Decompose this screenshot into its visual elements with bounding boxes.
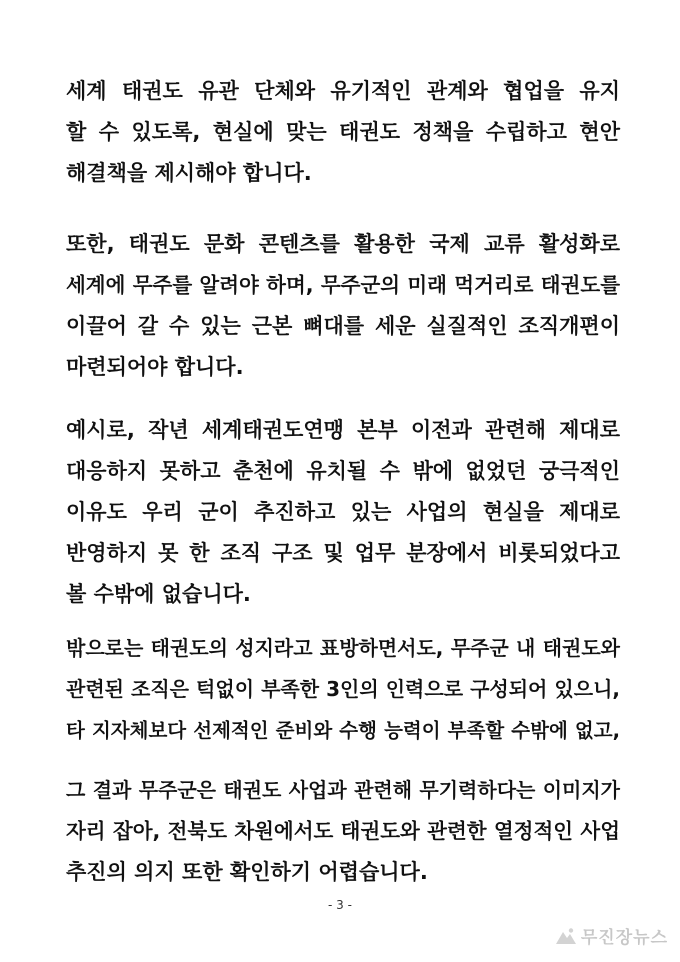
- text-line: 타 지자체보다 선제적인 준비와 수행 능력이 부족할 수밖에 없고,: [66, 719, 620, 742]
- text-line: 세계 태권도 유관 단체와 유기적인 관계와 협업을 유지: [66, 79, 620, 103]
- text-line: 밖으로는 태권도의 성지라고 표방하면서도, 무주군 내 태권도와: [66, 636, 620, 660]
- text-line: 볼 수밖에 없습니다.: [66, 582, 251, 606]
- text-line: 관련된 조직은 턱없이 부족한 3인의 인력으로 구성되어 있으니,: [66, 677, 620, 701]
- page-number: - 3 -: [328, 898, 352, 912]
- text-line: 또한, 태권도 문화 콘텐츠를 활용한 국제 교류 활성화로: [66, 232, 620, 256]
- watermark: [555, 923, 668, 948]
- text-line: 자리 잡아, 전북도 차원에서도 태권도와 관련한 열정적인 사업: [66, 819, 620, 843]
- text-line: 그 결과 무주군은 태권도 사업과 관련해 무기력하다는 이미지가: [66, 778, 620, 802]
- paragraph-3: [66, 410, 620, 615]
- text-line: 이끌어 갈 수 있는 근본 뼈대를 세운 실질적인 조직개편이: [66, 314, 620, 338]
- paragraph-5: [66, 770, 620, 893]
- text-line: 해결책을 제시해야 합니다.: [66, 161, 312, 185]
- watermark-text: 무진장뉴스: [580, 928, 668, 948]
- text-line: 반영하지 못 한 조직 구조 및 업무 분장에서 비롯되었다고: [66, 541, 620, 565]
- paragraph-1: [66, 71, 620, 194]
- text-line: 이유도 우리 군이 추진하고 있는 사업의 현실을 제대로: [66, 500, 620, 524]
- text-line: 대응하지 못하고 춘천에 유치될 수 밖에 없었던 궁극적인: [66, 459, 620, 483]
- text-line: 예시로, 작년 세계태권도연맹 본부 이전과 관련해 제대로: [66, 418, 620, 442]
- text-line: 할 수 있도록, 현실에 맞는 태권도 정책을 수립하고 현안: [66, 120, 620, 144]
- text-line: 추진의 의지 또한 확인하기 어렵습니다.: [66, 860, 428, 884]
- text-line: 세계에 무주를 알려야 하며, 무주군의 미래 먹거리로 태권도를: [66, 273, 620, 297]
- text-line: 마련되어야 합니다.: [66, 355, 244, 379]
- paragraph-4: [66, 628, 620, 751]
- mountain-logo-icon: [555, 927, 577, 945]
- paragraph-2: [66, 224, 620, 388]
